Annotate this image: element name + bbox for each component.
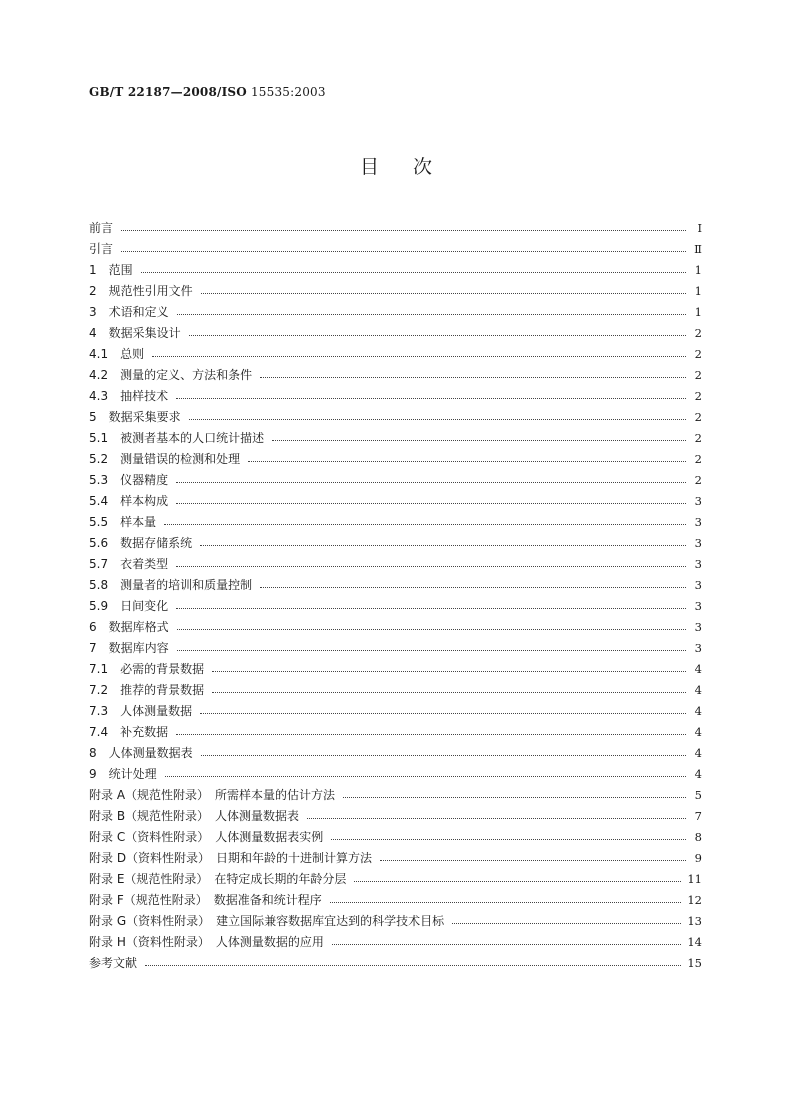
toc-entry-label: 引言 bbox=[89, 242, 114, 256]
table-of-contents bbox=[89, 217, 702, 973]
toc-entry-label: 8 人体测量数据表 bbox=[89, 746, 193, 760]
toc-entry-page-number: 9 bbox=[694, 850, 702, 865]
toc-entry-label: 5.7 衣着类型 bbox=[89, 557, 169, 571]
toc-leader-dots bbox=[176, 566, 686, 567]
toc-entry-page-number: 4 bbox=[694, 766, 702, 781]
toc-entry-page-number: 3 bbox=[694, 556, 702, 571]
toc-entry-label: 5.6 数据存储系统 bbox=[89, 536, 193, 550]
toc-entry[interactable] bbox=[89, 280, 702, 301]
toc-entry-page-number: Ⅱ bbox=[694, 241, 702, 256]
toc-entry[interactable] bbox=[89, 805, 702, 826]
toc-entry-label: 7.1 必需的背景数据 bbox=[89, 662, 205, 676]
toc-entry[interactable] bbox=[89, 910, 702, 931]
toc-entry-label: 5.2 测量错误的检测和处理 bbox=[89, 452, 241, 466]
toc-entry-page-number: 7 bbox=[694, 808, 702, 823]
toc-entry-label: 3 术语和定义 bbox=[89, 305, 169, 319]
toc-entry-page-number: 14 bbox=[687, 934, 702, 949]
toc-entry-page-number: 1 bbox=[694, 262, 702, 277]
toc-leader-dots bbox=[176, 398, 686, 399]
toc-entry-label: 4 数据采集设计 bbox=[89, 326, 181, 340]
toc-entry-label: 附录 C（资料性附录） 人体测量数据表实例 bbox=[89, 830, 324, 844]
toc-entry-page-number: 2 bbox=[694, 472, 702, 487]
toc-entry-label: 5.4 样本构成 bbox=[89, 494, 169, 508]
toc-entry-page-number: 3 bbox=[694, 577, 702, 592]
page-title: 目次 bbox=[359, 156, 466, 178]
toc-entry[interactable] bbox=[89, 721, 702, 742]
toc-entry-label: 5.3 仪器精度 bbox=[89, 473, 169, 487]
toc-entry-label: 7 数据库内容 bbox=[89, 641, 169, 655]
toc-entry-page-number: 3 bbox=[694, 598, 702, 613]
toc-entry-label: 9 统计处理 bbox=[89, 767, 157, 781]
toc-entry[interactable] bbox=[89, 847, 702, 868]
toc-entry-page-number: 4 bbox=[694, 745, 702, 760]
toc-entry-label: 6 数据库格式 bbox=[89, 620, 169, 634]
toc-entry[interactable] bbox=[89, 343, 702, 364]
toc-entry-label: 1 范围 bbox=[89, 263, 133, 277]
toc-entry-label: 附录 D（资料性附录） 日期和年龄的十进制计算方法 bbox=[89, 851, 373, 865]
toc-entry-page-number: 11 bbox=[687, 871, 702, 886]
toc-leader-dots bbox=[354, 881, 681, 882]
toc-entry-page-number: 4 bbox=[694, 682, 702, 697]
toc-entry-label: 5.1 被测者基本的人口统计描述 bbox=[89, 431, 265, 445]
toc-leader-dots bbox=[212, 692, 686, 693]
toc-entry[interactable] bbox=[89, 868, 702, 889]
toc-leader-dots bbox=[176, 503, 686, 504]
toc-leader-dots bbox=[176, 608, 686, 609]
toc-entry[interactable] bbox=[89, 931, 702, 952]
toc-entry[interactable] bbox=[89, 490, 702, 511]
toc-entry-page-number: 13 bbox=[687, 913, 702, 928]
toc-entry[interactable] bbox=[89, 826, 702, 847]
toc-leader-dots bbox=[343, 797, 686, 798]
toc-entry[interactable] bbox=[89, 616, 702, 637]
toc-entry-label: 7.2 推荐的背景数据 bbox=[89, 683, 205, 697]
toc-leader-dots bbox=[200, 713, 686, 714]
toc-leader-dots bbox=[201, 293, 686, 294]
toc-entry-page-number: 3 bbox=[694, 535, 702, 550]
toc-entry-label: 附录 A（规范性附录） 所需样本量的估计方法 bbox=[89, 788, 336, 802]
toc-entry[interactable] bbox=[89, 700, 702, 721]
toc-entry[interactable] bbox=[89, 238, 702, 259]
toc-entry-label: 5 数据采集要求 bbox=[89, 410, 181, 424]
toc-entry-page-number: 3 bbox=[694, 640, 702, 655]
toc-entry[interactable] bbox=[89, 658, 702, 679]
toc-leader-dots bbox=[332, 944, 682, 945]
toc-entry-label: 4.1 总则 bbox=[89, 347, 145, 361]
toc-entry-page-number: 8 bbox=[694, 829, 702, 844]
toc-entry-page-number: 2 bbox=[694, 388, 702, 403]
toc-entry-label: 5.9 日间变化 bbox=[89, 599, 169, 613]
toc-leader-dots bbox=[176, 482, 686, 483]
toc-entry[interactable] bbox=[89, 448, 702, 469]
toc-entry[interactable] bbox=[89, 763, 702, 784]
toc-entry-page-number: 2 bbox=[694, 409, 702, 424]
toc-leader-dots bbox=[272, 440, 686, 441]
toc-entry[interactable] bbox=[89, 532, 702, 553]
toc-leader-dots bbox=[201, 755, 686, 756]
toc-leader-dots bbox=[165, 776, 686, 777]
toc-leader-dots bbox=[248, 461, 686, 462]
toc-leader-dots bbox=[260, 587, 686, 588]
toc-entry-page-number: 4 bbox=[694, 724, 702, 739]
toc-entry-page-number: 15 bbox=[687, 955, 702, 970]
toc-entry-label: 5.5 样本量 bbox=[89, 515, 157, 529]
toc-entry[interactable] bbox=[89, 679, 702, 700]
toc-entry-label: 参考文献 bbox=[89, 956, 138, 970]
toc-leader-dots bbox=[141, 272, 686, 273]
toc-entry-label: 7.3 人体测量数据 bbox=[89, 704, 193, 718]
toc-leader-dots bbox=[121, 251, 686, 252]
toc-entry-label: 前言 bbox=[89, 221, 114, 235]
toc-entry-page-number: 1 bbox=[694, 304, 702, 319]
toc-leader-dots bbox=[164, 524, 686, 525]
toc-entry-page-number: 5 bbox=[694, 787, 702, 802]
toc-entry-page-number: 3 bbox=[694, 493, 702, 508]
toc-leader-dots bbox=[176, 734, 686, 735]
toc-entry-label: 附录 F（规范性附录） 数据准备和统计程序 bbox=[89, 893, 322, 907]
toc-entry-label: 4.2 测量的定义、方法和条件 bbox=[89, 368, 253, 382]
toc-entry[interactable] bbox=[89, 511, 702, 532]
toc-entry-page-number: 3 bbox=[694, 619, 702, 634]
toc-entry[interactable] bbox=[89, 952, 702, 973]
toc-leader-dots bbox=[212, 671, 686, 672]
toc-entry-label: 2 规范性引用文件 bbox=[89, 284, 193, 298]
toc-entry-page-number: I bbox=[697, 220, 702, 235]
toc-leader-dots bbox=[331, 839, 686, 840]
toc-leader-dots bbox=[121, 230, 686, 231]
toc-leader-dots bbox=[260, 377, 686, 378]
toc-entry-label: 附录 E（规范性附录） 在特定成长期的年龄分层 bbox=[89, 872, 347, 886]
toc-leader-dots bbox=[200, 545, 686, 546]
toc-leader-dots bbox=[452, 923, 681, 924]
toc-entry-label: 4.3 抽样技术 bbox=[89, 389, 169, 403]
toc-entry[interactable] bbox=[89, 217, 702, 238]
toc-leader-dots bbox=[189, 419, 686, 420]
toc-leader-dots bbox=[189, 335, 686, 336]
toc-entry-label: 附录 B（规范性附录） 人体测量数据表 bbox=[89, 809, 300, 823]
toc-leader-dots bbox=[177, 314, 686, 315]
toc-entry-page-number: 1 bbox=[694, 283, 702, 298]
toc-entry[interactable] bbox=[89, 469, 702, 490]
toc-entry[interactable] bbox=[89, 322, 702, 343]
toc-entry[interactable] bbox=[89, 301, 702, 322]
toc-entry[interactable] bbox=[89, 406, 702, 427]
toc-entry[interactable] bbox=[89, 259, 702, 280]
toc-leader-dots bbox=[380, 860, 686, 861]
standard-number-suffix: 15535:2003 bbox=[246, 85, 326, 99]
toc-leader-dots bbox=[145, 965, 681, 966]
toc-entry-page-number: 2 bbox=[694, 451, 702, 466]
toc-entry-page-number: 2 bbox=[694, 346, 702, 361]
toc-entry-page-number: 4 bbox=[694, 703, 702, 718]
toc-leader-dots bbox=[330, 902, 682, 903]
standard-number-header bbox=[89, 85, 326, 99]
toc-entry-page-number: 2 bbox=[694, 325, 702, 340]
toc-entry-page-number: 3 bbox=[694, 514, 702, 529]
toc-entry[interactable] bbox=[89, 385, 702, 406]
toc-entry-page-number: 2 bbox=[694, 430, 702, 445]
toc-entry[interactable] bbox=[89, 889, 702, 910]
toc-entry[interactable] bbox=[89, 742, 702, 763]
toc-leader-dots bbox=[177, 629, 686, 630]
toc-leader-dots bbox=[307, 818, 686, 819]
toc-entry[interactable] bbox=[89, 784, 702, 805]
toc-entry-label: 5.8 测量者的培训和质量控制 bbox=[89, 578, 253, 592]
toc-entry-label: 附录 H（资料性附录） 人体测量数据的应用 bbox=[89, 935, 324, 949]
toc-entry[interactable] bbox=[89, 427, 702, 448]
toc-entry[interactable] bbox=[89, 364, 702, 385]
toc-entry-label: 附录 G（资料性附录） 建立国际兼容数据库宜达到的科学技术目标 bbox=[89, 914, 445, 928]
standard-number-prefix: GB/T 22187—2008/ISO bbox=[89, 85, 247, 99]
toc-entry[interactable] bbox=[89, 595, 702, 616]
toc-leader-dots bbox=[177, 650, 686, 651]
toc-entry[interactable] bbox=[89, 574, 702, 595]
toc-leader-dots bbox=[152, 356, 686, 357]
toc-entry[interactable] bbox=[89, 553, 702, 574]
toc-entry[interactable] bbox=[89, 637, 702, 658]
toc-entry-page-number: 4 bbox=[694, 661, 702, 676]
toc-entry-page-number: 12 bbox=[687, 892, 702, 907]
toc-entry-page-number: 2 bbox=[694, 367, 702, 382]
toc-entry-label: 7.4 补充数据 bbox=[89, 725, 169, 739]
